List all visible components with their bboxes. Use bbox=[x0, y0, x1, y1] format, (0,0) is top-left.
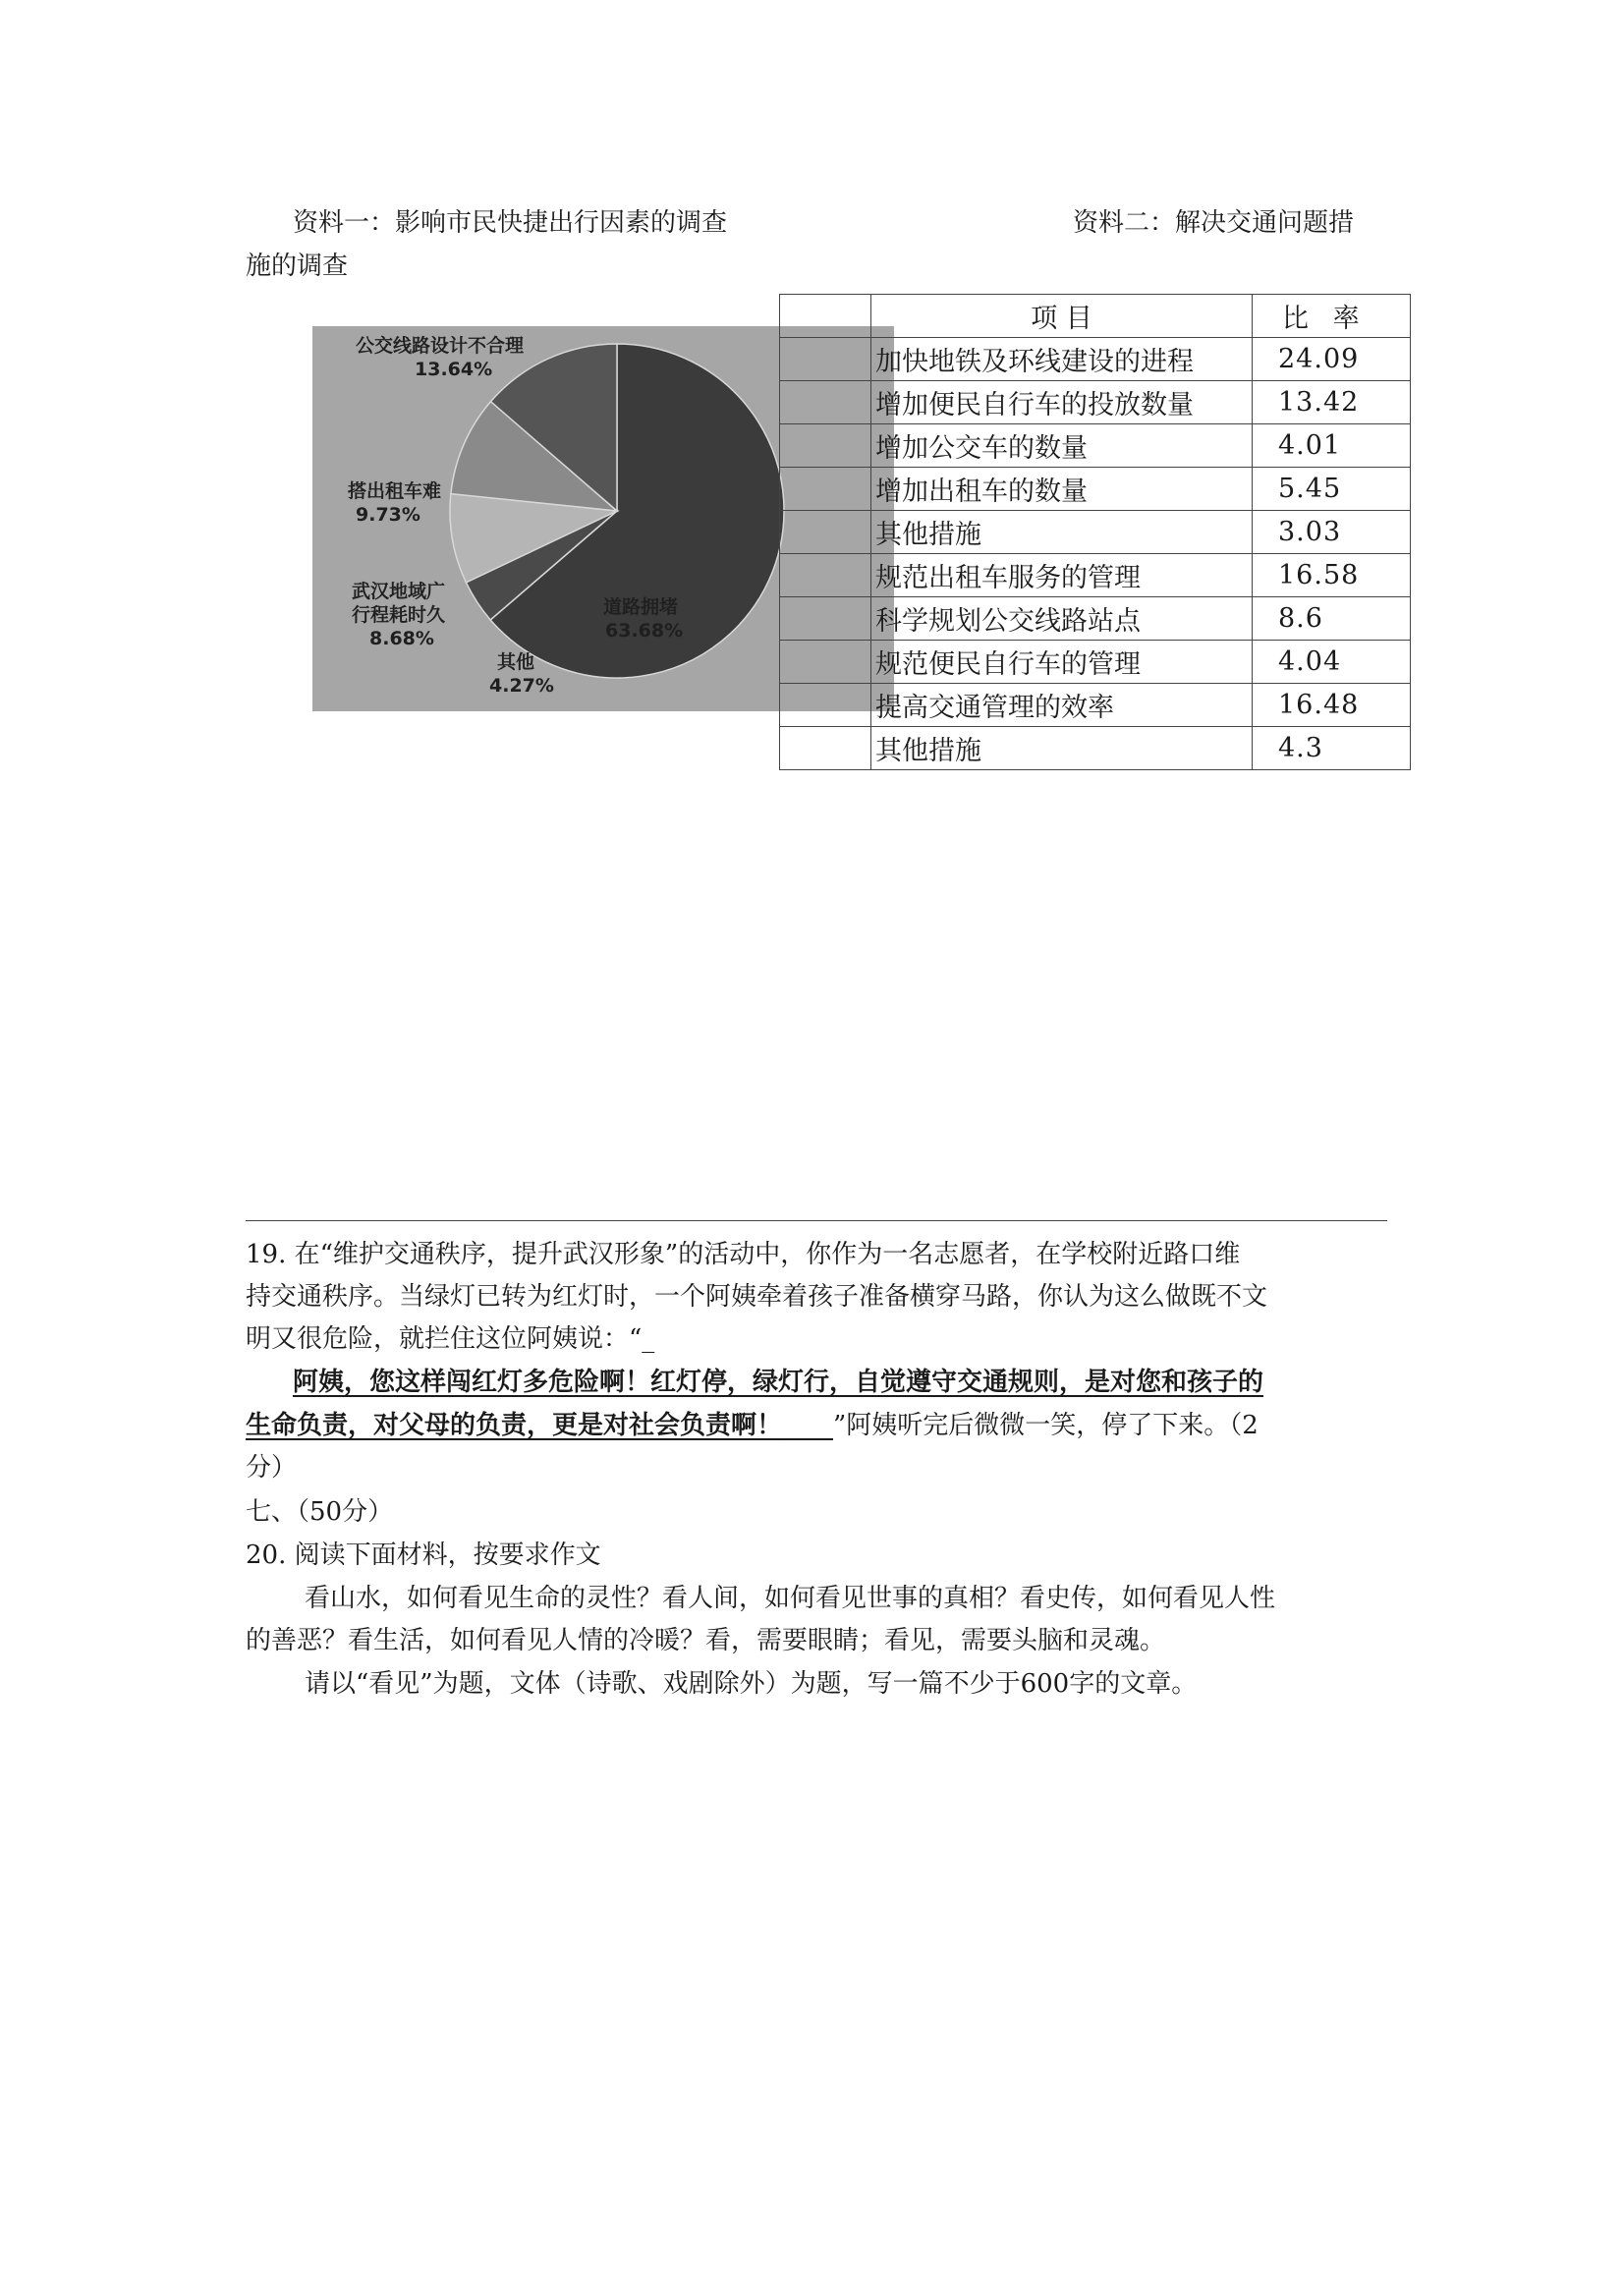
table-row bbox=[780, 468, 1411, 511]
table-item-cell: 增加出租车的数量 bbox=[871, 468, 1253, 511]
pie-pct-bus-route: 13.64% bbox=[415, 359, 493, 380]
q19-line3-text: 明又很危险，就拦住这位阿姨说：“ bbox=[246, 1324, 643, 1354]
table-item-cell: 规范出租车服务的管理 bbox=[871, 554, 1253, 597]
material1-heading: 资料一：影响市民快捷出行因素的调查 bbox=[293, 208, 728, 238]
pie-label-road-congestion: 道路拥堵 bbox=[603, 596, 679, 618]
table-ratio-cell: 16.58 bbox=[1253, 554, 1411, 597]
table-blank-cell bbox=[780, 684, 871, 727]
table-item-cell: 增加公交车的数量 bbox=[871, 424, 1253, 468]
q19-line2: 持交通秩序。当绿灯已转为红灯时，一个阿姨牵着孩子准备横穿马路，你认为这么做既不文 bbox=[246, 1282, 1268, 1312]
q20-para1-line1: 看山水，如何看见生命的灵性？看人间，如何看见世事的真相？看史传，如何看见人性 bbox=[305, 1584, 1276, 1613]
material2-heading-continued: 施的调查 bbox=[246, 252, 349, 281]
table-ratio-cell: 3.03 bbox=[1253, 511, 1411, 554]
q19-answer-line1: 阿姨，您这样闯红灯多危险啊！红灯停，绿灯行，自觉遵守交通规则，是对您和孩子的 bbox=[293, 1368, 1264, 1397]
table-item-cell: 增加便民自行车的投放数量 bbox=[871, 381, 1253, 424]
q19-answer-line2-row bbox=[246, 1411, 1259, 1440]
table-blank-cell bbox=[780, 424, 871, 468]
section7-heading: 七、（50分） bbox=[246, 1497, 394, 1527]
table-ratio-cell: 4.3 bbox=[1253, 727, 1411, 770]
q19-after-answer: ”阿姨听完后微微一笑，停了下来。（2 bbox=[833, 1411, 1259, 1440]
table-row bbox=[780, 554, 1411, 597]
pie-label-wuhan-area-1: 武汉地域广 bbox=[352, 581, 446, 602]
table-ratio-cell: 24.09 bbox=[1253, 338, 1411, 381]
q20-para2: 请以“看见”为题，文体（诗歌、戏剧除外）为题，写一篇不少于600字的文章。 bbox=[305, 1669, 1198, 1699]
table-row bbox=[780, 338, 1411, 381]
table-item-cell: 加快地铁及环线建设的进程 bbox=[871, 338, 1253, 381]
table-ratio-cell: 16.48 bbox=[1253, 684, 1411, 727]
table-blank-cell bbox=[780, 597, 871, 641]
table-item-cell: 科学规划公交线路站点 bbox=[871, 597, 1253, 641]
table-ratio-cell: 5.45 bbox=[1253, 468, 1411, 511]
section-divider bbox=[246, 1220, 1387, 1221]
pie-pct-wuhan-area: 8.68% bbox=[369, 628, 434, 649]
q19-line3 bbox=[246, 1324, 654, 1354]
table-blank-cell bbox=[780, 554, 871, 597]
table-blank-cell bbox=[780, 295, 871, 338]
header-item: 项 目 bbox=[871, 295, 1253, 338]
q19-answer-line2: 生命负责，对父母的负责，更是对社会负责啊！ bbox=[246, 1411, 783, 1440]
table-row bbox=[780, 424, 1411, 468]
table-row bbox=[780, 511, 1411, 554]
pie-label-other: 其他 bbox=[497, 651, 535, 673]
table-item-cell: 提高交通管理的效率 bbox=[871, 684, 1253, 727]
table-header-row bbox=[780, 295, 1411, 338]
table-blank-cell bbox=[780, 641, 871, 684]
pie-label-wuhan-area-2: 行程耗时久 bbox=[352, 604, 446, 626]
header-ratio: 比 率 bbox=[1253, 295, 1411, 338]
table-item-cell: 其他措施 bbox=[871, 511, 1253, 554]
table-row bbox=[780, 641, 1411, 684]
pie-label-taxi: 搭出租车难 bbox=[348, 480, 442, 502]
table-ratio-cell: 8.6 bbox=[1253, 597, 1411, 641]
q20-title: 20. 阅读下面材料，按要求作文 bbox=[246, 1540, 601, 1570]
table-item-cell: 其他措施 bbox=[871, 727, 1253, 770]
table-row bbox=[780, 727, 1411, 770]
measures-table bbox=[779, 294, 1411, 770]
q19-blank: _ bbox=[642, 1324, 655, 1354]
table-blank-cell bbox=[780, 511, 871, 554]
pie-label-bus-route: 公交线路设计不合理 bbox=[356, 335, 525, 357]
table-row bbox=[780, 597, 1411, 641]
q19-line1: 19. 在“维护交通秩序，提升武汉形象”的活动中，你作为一名志愿者，在学校附近路口维 bbox=[246, 1240, 1241, 1269]
table-row bbox=[780, 684, 1411, 727]
q20-para1-line2: 的善恶？看生活，如何看见人情的冷暖？看，需要眼睛；看见，需要头脑和灵魂。 bbox=[246, 1626, 1166, 1655]
q19-answer-blank-tail bbox=[782, 1411, 833, 1440]
table-blank-cell bbox=[780, 727, 871, 770]
q19-score-end: 分） bbox=[246, 1453, 298, 1483]
pie-pct-other: 4.27% bbox=[489, 675, 554, 697]
table-ratio-cell: 4.01 bbox=[1253, 424, 1411, 468]
table-blank-cell bbox=[780, 381, 871, 424]
table-item-cell: 规范便民自行车的管理 bbox=[871, 641, 1253, 684]
pie-pct-road-congestion: 63.68% bbox=[605, 620, 684, 642]
material2-heading: 资料二：解决交通问题措 bbox=[1073, 208, 1355, 238]
table-blank-cell bbox=[780, 468, 871, 511]
table-row bbox=[780, 381, 1411, 424]
pie-pct-taxi: 9.73% bbox=[356, 504, 420, 526]
table-ratio-cell: 4.04 bbox=[1253, 641, 1411, 684]
table-blank-cell bbox=[780, 338, 871, 381]
table-ratio-cell: 13.42 bbox=[1253, 381, 1411, 424]
